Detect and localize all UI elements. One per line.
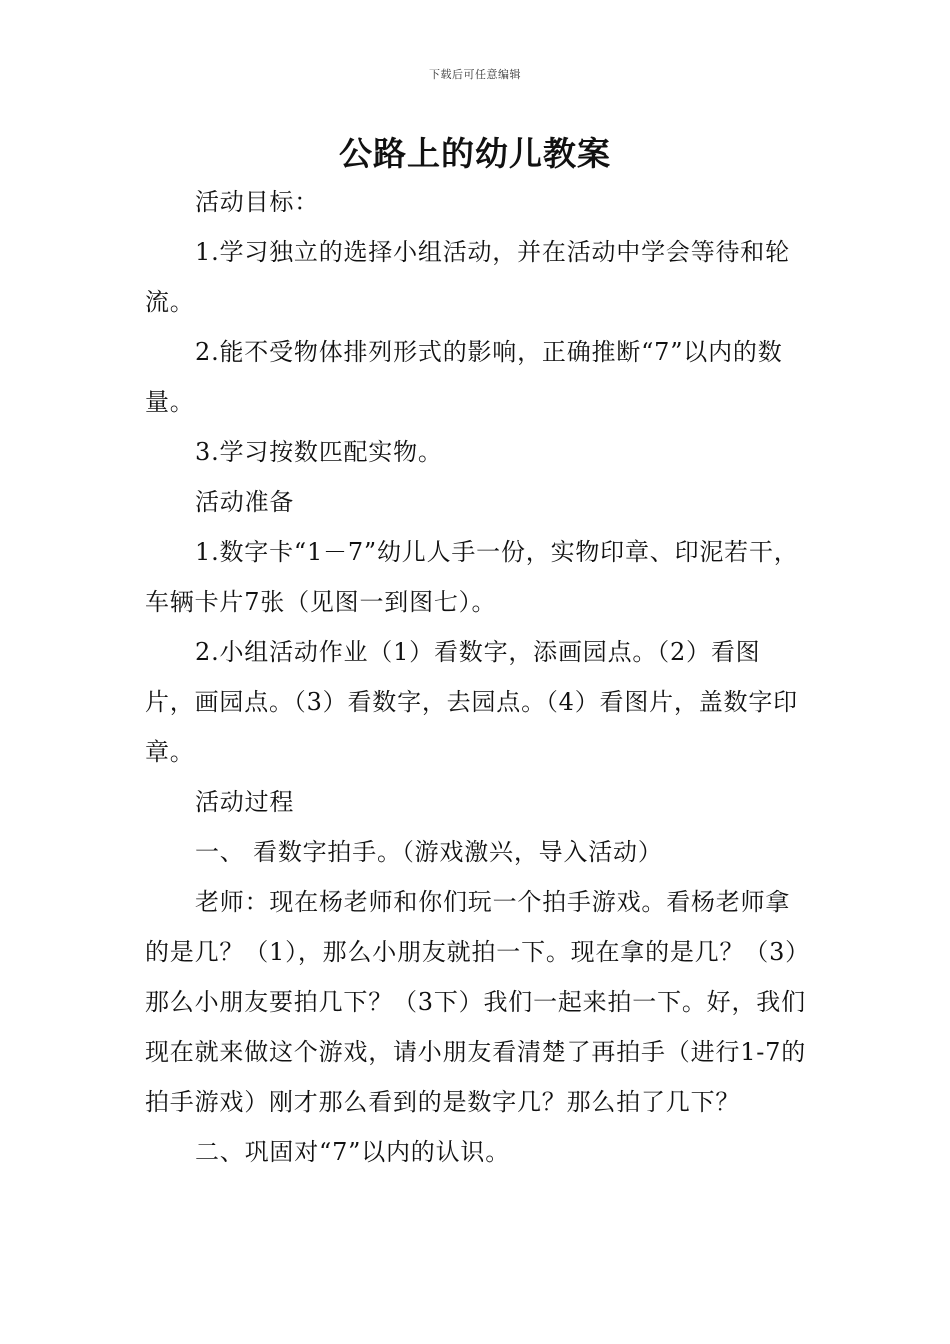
- section-heading-process: 活动过程: [195, 788, 295, 816]
- teacher-dialogue: 老师：现在杨老师和你们玩一个拍手游戏。看杨老师拿的是几？（1），那么小朋友就拍一下。现在拿的是几？（3）那么小朋友要拍几下？（3下）我们一起来拍一下。好，我们现在就来做这个游戏，请小朋友看清楚了再拍手（进行1-7的拍手游戏）刚才那么看到的是数字几？那么拍了几下？: [145, 888, 807, 1116]
- preparation-item-1: 1.数字卡“1－7”幼儿人手一份，实物印章、印泥若干，车辆卡片7张（见图一到图七）。: [145, 538, 799, 616]
- header-note: 下载后可任意编辑: [429, 68, 521, 81]
- process-step-2: 二、巩固对“7”以内的认识。: [195, 1138, 511, 1166]
- section-heading-preparation: 活动准备: [195, 488, 295, 516]
- document-title: 公路上的幼儿教案: [339, 134, 611, 173]
- goal-item-3: 3.学习按数匹配实物。: [195, 438, 443, 466]
- process-step-1: 一、 看数字拍手。（游戏激兴，导入活动）: [195, 838, 663, 866]
- document-body: [145, 177, 807, 1177]
- goal-item-2: 2.能不受物体排列形式的影响，正确推断“7”以内的数量。: [145, 338, 783, 416]
- section-heading-goals: 活动目标：: [195, 188, 319, 216]
- goal-item-1: 1.学习独立的选择小组活动，并在活动中学会等待和轮流。: [145, 238, 790, 316]
- preparation-item-2: 2.小组活动作业（1）看数字，添画园点。（2）看图片，画园点。（3）看数字，去园点。（4）看图片，盖数字印章。: [145, 638, 798, 766]
